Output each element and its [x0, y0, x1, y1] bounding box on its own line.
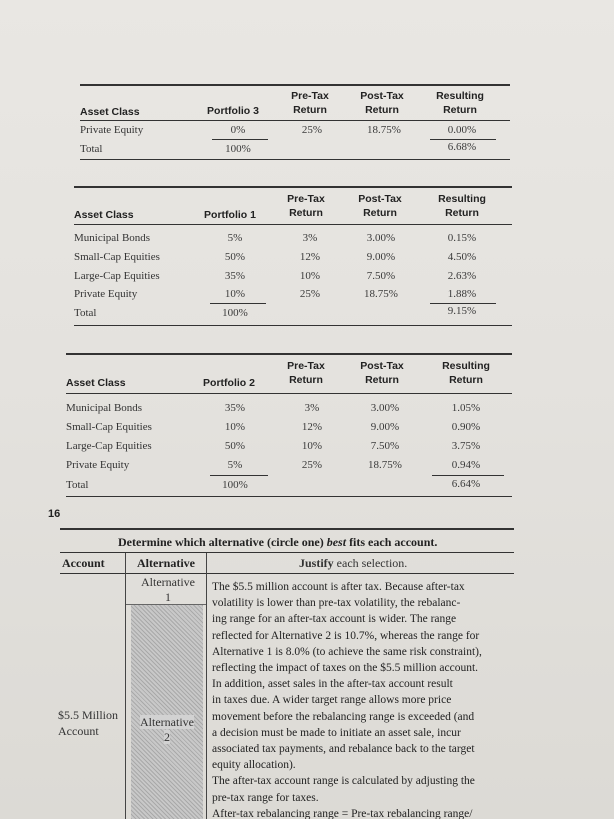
header-resulting: Resulting Return	[438, 193, 486, 219]
table-bottom-rule	[66, 496, 512, 497]
table-row-post-tax: 18.75%	[368, 459, 402, 471]
table-row-post-tax: 18.75%	[367, 124, 401, 136]
table-row-asset: Total	[74, 307, 97, 319]
header-resulting: Resulting Return	[436, 90, 484, 116]
column-divider	[125, 553, 126, 819]
header-portfolio: Portfolio 1	[204, 209, 256, 221]
column-header-alternative: Alternative	[137, 556, 195, 570]
header-portfolio: Portfolio 2	[203, 377, 255, 389]
table-row-weight: 10%	[224, 288, 246, 300]
table-row-result: 6.64%	[451, 478, 481, 490]
table-row-weight: 50%	[224, 251, 246, 263]
table-row-asset: Total	[80, 143, 103, 155]
subtotal-rule	[210, 303, 266, 304]
header-portfolio: Portfolio 3	[207, 105, 259, 117]
justification-text: The $5.5 million account is after tax. Because after-tax volatility is lower than pre-tax volatility, the rebalanc- ing range for an after-tax account is wider. The range reflected for Alternative 2 is 10.7%, whereas the range for Alternative 1 is 8.0% (to achieve the same risk constraint), reflecting the impact of taxes on the $5.5 million account. In addition, asset sales in the after-tax account result in taxes due. A wider target range allows more price movement before the rebalancing range is exceeded (and a decision must be made to initiate an asset sale, incur associated tax payments, and rebalance back to the target equity allocation). The after-tax account range is calculated by adjusting the pre-tax range for taxes. After-tax rebalancing range = Pre-tax rebalancing range/	[212, 581, 482, 819]
header-rule	[60, 573, 514, 574]
table-row-result: 1.05%	[451, 402, 481, 414]
subtotal-rule	[210, 475, 268, 476]
header-rule	[74, 224, 512, 225]
table-row-asset: Private Equity	[66, 459, 130, 471]
table-row-result: 4.50%	[447, 251, 477, 263]
table-row-weight: 0%	[230, 124, 246, 136]
table-bottom-rule	[74, 325, 512, 326]
table-row-pre-tax: 12%	[301, 421, 323, 433]
header-rule	[66, 393, 512, 394]
header-pre-tax: Pre-Tax Return	[287, 193, 325, 219]
header-post-tax: Post-Tax Return	[358, 193, 402, 219]
question-instruction: Determine which alternative (circle one) best fits each account.	[118, 535, 438, 549]
pen	[481, 0, 614, 7]
table-row-weight: 100%	[225, 143, 251, 155]
header-pre-tax: Pre-Tax Return	[291, 90, 329, 116]
table-row-pre-tax: 3%	[302, 232, 318, 244]
table-row-asset: Small-Cap Equities	[74, 251, 160, 263]
header-post-tax: Post-Tax Return	[360, 90, 404, 116]
table-top-rule	[66, 353, 512, 355]
table-row-post-tax: 18.75%	[364, 288, 398, 300]
subtotal-rule	[430, 139, 496, 140]
table-row-pre-tax: 3%	[304, 402, 320, 414]
table-row-post-tax: 9.00%	[370, 421, 400, 433]
table-row-post-tax: 7.50%	[370, 440, 400, 452]
table-row-pre-tax: 10%	[299, 270, 321, 282]
table-row-pre-tax: 10%	[301, 440, 323, 452]
table-row-weight: 50%	[224, 440, 246, 452]
subtotal-rule	[212, 139, 268, 140]
header-rule	[80, 120, 510, 121]
table-row-asset: Large-Cap Equities	[74, 270, 160, 282]
table-row-result: 0.15%	[447, 232, 477, 244]
table-row-asset: Total	[66, 479, 89, 491]
subtotal-rule	[430, 303, 496, 304]
table-row-result: 2.63%	[447, 270, 477, 282]
header-asset-class: Asset Class	[74, 209, 134, 221]
table-row-asset: Private Equity	[74, 288, 138, 300]
page-number: 16	[48, 508, 61, 520]
table-bottom-rule	[80, 159, 510, 160]
table-row-pre-tax: 25%	[299, 288, 321, 300]
table-row-result: 6.68%	[447, 141, 477, 153]
table-row-result: 0.00%	[447, 124, 477, 136]
account-name: $5.5 Million Account	[58, 708, 119, 738]
selected-shading	[131, 605, 203, 819]
table-row-weight: 100%	[222, 479, 248, 491]
subtotal-rule	[432, 475, 504, 476]
table-row-weight: 100%	[222, 307, 248, 319]
table-row-asset: Private Equity	[80, 124, 144, 136]
alternative-1-option[interactable]: Alternative 1	[141, 575, 195, 604]
table-row-weight: 35%	[224, 402, 246, 414]
table-top-rule	[80, 84, 510, 86]
table-row-pre-tax: 25%	[301, 124, 323, 136]
header-pre-tax: Pre-Tax Return	[287, 360, 325, 386]
table-row-weight: 5%	[227, 232, 243, 244]
table-row-post-tax: 7.50%	[366, 270, 396, 282]
table-row-pre-tax: 25%	[301, 459, 323, 471]
header-resulting: Resulting Return	[442, 360, 490, 386]
column-header-account: Account	[62, 556, 105, 570]
header-post-tax: Post-Tax Return	[360, 360, 404, 386]
table-row-weight: 35%	[224, 270, 246, 282]
table-row-pre-tax: 12%	[299, 251, 321, 263]
column-header-justify: Justify each selection.	[299, 556, 408, 570]
table-row-post-tax: 9.00%	[366, 251, 396, 263]
question-top-rule	[60, 528, 514, 530]
alternative-2-option[interactable]: Alternative 2	[140, 715, 194, 744]
table-row-result: 0.94%	[451, 459, 481, 471]
table-row-weight: 10%	[224, 421, 246, 433]
header-asset-class: Asset Class	[66, 377, 126, 389]
table-row-weight: 5%	[227, 459, 243, 471]
table-row-asset: Municipal Bonds	[66, 402, 143, 414]
table-row-asset: Municipal Bonds	[74, 232, 151, 244]
header-asset-class: Asset Class	[80, 106, 140, 118]
instruction-rule	[60, 552, 514, 553]
table-row-result: 3.75%	[451, 440, 481, 452]
table-row-post-tax: 3.00%	[366, 232, 396, 244]
column-divider	[206, 553, 207, 819]
table-row-post-tax: 3.00%	[370, 402, 400, 414]
table-top-rule	[74, 186, 512, 188]
table-row-asset: Large-Cap Equities	[66, 440, 152, 452]
table-row-result: 0.90%	[451, 421, 481, 433]
table-row-result: 1.88%	[447, 288, 477, 300]
table-row-result: 9.15%	[447, 305, 477, 317]
table-row-asset: Small-Cap Equities	[66, 421, 152, 433]
